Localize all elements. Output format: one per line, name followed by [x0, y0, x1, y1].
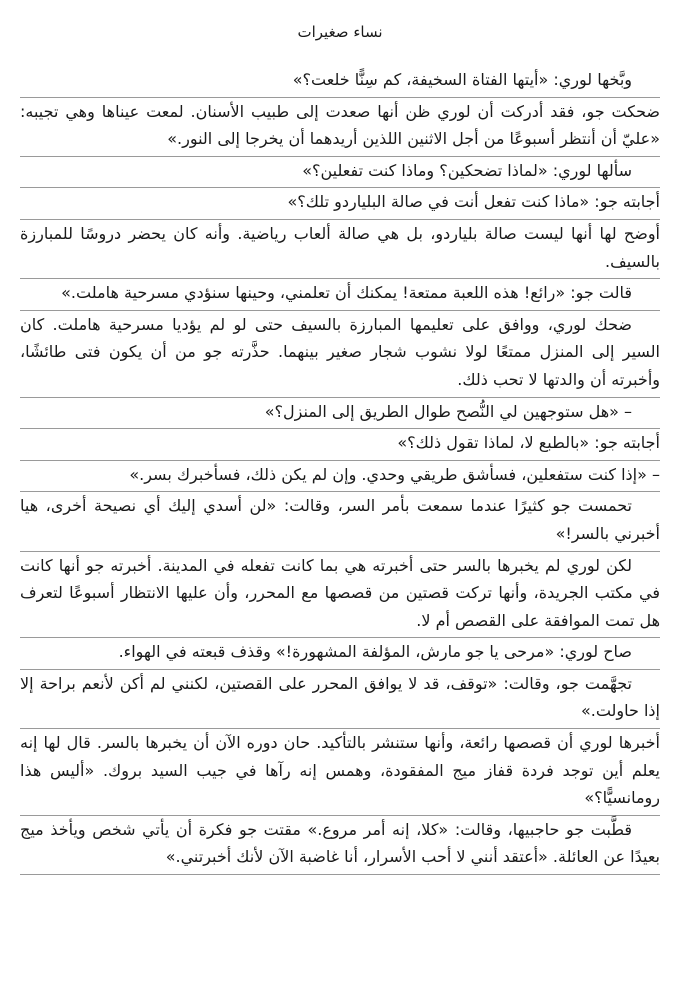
paragraph: – «إذا كنت ستفعلين، فسأشق طريقي وحدي. وإن لم يكن ذلك، فسأخبرك بسر.»	[20, 461, 660, 493]
paragraph: قالت جو: «رائع! هذه اللعبة ممتعة! يمكنك أن تعلمني، وحينها سنؤدي مسرحية هاملت.»	[20, 279, 660, 311]
paragraph: – «هل ستوجهين لي النُّصح طوال الطريق إلى المنزل؟»	[20, 398, 660, 430]
paragraph: أوضح لها أنها ليست صالة بلياردو، بل هي صالة ألعاب رياضية. وأنه كان يحضر دروسًا للمبارزة بالسيف.	[20, 220, 660, 279]
paragraph: صاح لوري: «مرحى يا جو مارش، المؤلفة المشهورة!» وقذف قبعته في الهواء.	[20, 638, 660, 670]
paragraph: أجابته جو: «ماذا كنت تفعل أنت في صالة البلياردو تلك؟»	[20, 188, 660, 220]
paragraph: تحمست جو كثيرًا عندما سمعت بأمر السر، وقالت: «لن أسدي إليك أي نصيحة أخرى، هيا أخبرني بالسر!»	[20, 492, 660, 551]
running-head: نساء صغيرات	[297, 23, 383, 41]
paragraph: أخبرها لوري أن قصصها رائعة، وأنها ستنشر بالتأكيد. حان دوره الآن أن يخبرها بالسر. قال لها إنه يعلم أين توجد فردة قفاز ميج المفقودة، وهمس إنه رآها في جيب السيد بروك. «أليس هذا رومانسيًّا؟»	[20, 729, 660, 816]
paragraph: لكن لوري لم يخبرها بالسر حتى أخبرته هي بما كانت تفعله في المدينة. أخبرته جو أنها كانت في مكتب الجريدة، وأنها تركت قصتين من قصصها مع المحرر، وأن عليها الانتظار أسبوعًا لتعرف هل تمت الموافقة على القصص أم لا.	[20, 552, 660, 639]
paragraph: وبَّخها لوري: «أيتها الفتاة السخيفة، كم سِنًّا خلعت؟»	[20, 66, 660, 98]
paragraph: قطَّبت جو حاجبيها، وقالت: «كلا، إنه أمر مروع.» مقتت جو فكرة أن يأتي شخص ويأخذ ميج بعيدًا عن العائلة. «أعتقد أنني لا أحب الأسرار، أنا غاضبة الآن لأنك أخبرتني.»	[20, 816, 660, 875]
paragraph: أجابته جو: «بالطبع لا، لماذا تقول ذلك؟»	[20, 429, 660, 461]
paragraph: ضحكت جو، فقد أدركت أن لوري ظن أنها صعدت إلى طبيب الأسنان. لمعت عيناها وهي تجيبه: «عليّ أن أنتظر أسبوعًا من أجل الاثنين اللذين أريدهما أن يخرجا إلى النور.»	[20, 98, 660, 157]
body-text	[20, 66, 660, 875]
paragraph: ضحك لوري، ووافق على تعليمها المبارزة بالسيف حتى لو لم يؤديا مسرحية هاملت. كان السير إلى المنزل ممتعًا لولا نشوب شجار صغير بينهما. حذَّرته جو من أن يكون فتى طائشًا، وأخبرته أن والدتها لا تحب ذلك.	[20, 311, 660, 398]
paragraph: تجهَّمت جو، وقالت: «توقف، قد لا يوافق المحرر على القصتين، لكنني لم أكن لأنعم براحة إلا إذا حاولت.»	[20, 670, 660, 729]
paragraph: سألها لوري: «لماذا تضحكين؟ وماذا كنت تفعلين؟»	[20, 157, 660, 189]
